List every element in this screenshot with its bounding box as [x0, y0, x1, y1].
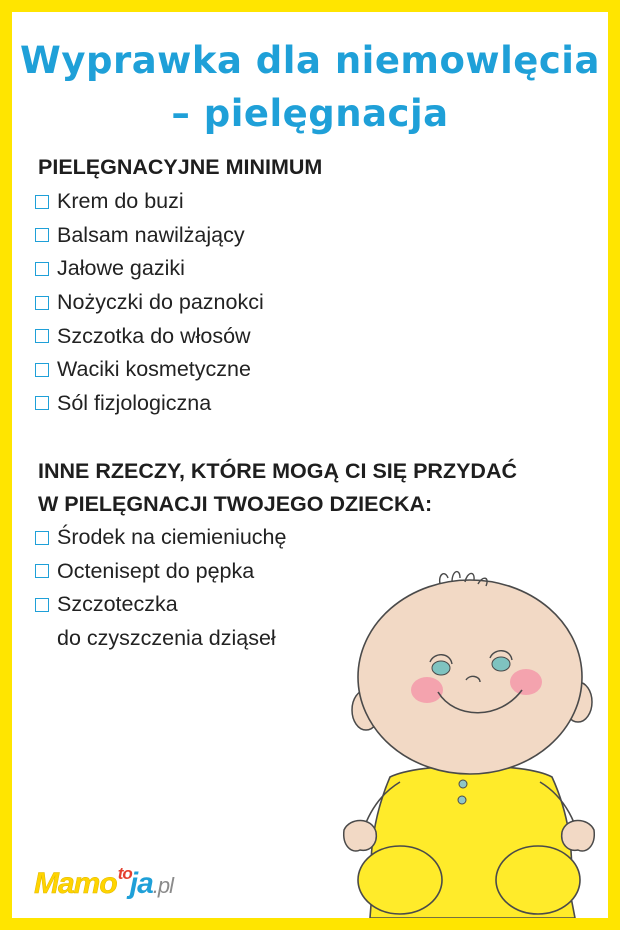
checklist-item-label: Krem do buzi	[57, 189, 184, 214]
checklist-item	[35, 319, 264, 353]
checklist-item	[35, 353, 264, 387]
button	[458, 796, 466, 804]
right-hand	[562, 820, 595, 851]
left-cheek	[411, 677, 443, 703]
checkbox[interactable]	[35, 531, 49, 545]
button	[459, 780, 467, 788]
logo-part-pl: .pl	[152, 873, 174, 898]
left-leg	[358, 846, 442, 914]
section-heading-extras-line-1: INNE RZECZY, KTÓRE MOGĄ CI SIĘ PRZYDAĆ	[38, 459, 518, 483]
checklist-item-label: Balsam nawilżający	[57, 222, 245, 247]
checkbox[interactable]	[35, 598, 49, 612]
checklist-minimum	[35, 185, 264, 420]
section-heading-minimum: PIELĘGNACYJNE MINIMUM	[38, 155, 323, 179]
checklist-item-label-line-1: Szczoteczka	[57, 592, 178, 617]
checkbox[interactable]	[35, 564, 49, 578]
logo-part-mamo: Mamo	[34, 867, 117, 900]
checklist-item	[35, 387, 264, 421]
checkbox[interactable]	[35, 396, 49, 410]
checklist-item-label: Waciki kosmetyczne	[57, 357, 251, 382]
checkbox[interactable]	[35, 363, 49, 377]
checklist-item	[35, 588, 286, 655]
checklist-item	[35, 185, 264, 219]
right-leg	[496, 846, 580, 914]
section-heading-extras-line-2: W PIELĘGNACJI TWOJEGO DZIECKA:	[38, 492, 433, 516]
checklist-item	[35, 555, 286, 589]
mamotoja-logo	[34, 864, 174, 901]
checklist-item-label: Środek na ciemieniuchę	[57, 525, 287, 550]
logo-part-ja: ja	[129, 867, 153, 900]
title-line-1: Wyprawka dla niemowlęcia	[20, 39, 600, 82]
checklist-item-label: Szczotka do włosów	[57, 323, 251, 348]
checklist-item-label-line-2: do czyszczenia dziąseł	[57, 625, 276, 650]
page-title	[12, 34, 608, 140]
baby-illustration	[330, 562, 608, 918]
checkbox[interactable]	[35, 329, 49, 343]
title-line-2: – pielęgnacja	[171, 92, 449, 135]
checklist-item	[35, 252, 264, 286]
checklist-item	[35, 219, 264, 253]
left-iris	[432, 661, 450, 675]
checklist-item-label: Octenisept do pępka	[57, 558, 255, 583]
checkbox[interactable]	[35, 195, 49, 209]
checkbox[interactable]	[35, 296, 49, 310]
checklist-item	[35, 286, 264, 320]
checkbox[interactable]	[35, 228, 49, 242]
checklist-item-label: Jałowe gaziki	[57, 256, 185, 281]
section-heading-extras	[38, 455, 517, 521]
logo-part-to: to	[117, 864, 132, 883]
right-cheek	[510, 669, 542, 695]
checklist-item-label: Nożyczki do paznokci	[57, 290, 264, 315]
right-iris	[492, 657, 510, 671]
checklist-card	[12, 12, 608, 918]
checklist-item-label: Sól fizjologiczna	[57, 390, 212, 415]
left-hand	[344, 820, 377, 851]
checklist-extras	[35, 521, 286, 655]
checkbox[interactable]	[35, 262, 49, 276]
checklist-item	[35, 521, 286, 555]
checklist-item-label	[57, 588, 276, 655]
